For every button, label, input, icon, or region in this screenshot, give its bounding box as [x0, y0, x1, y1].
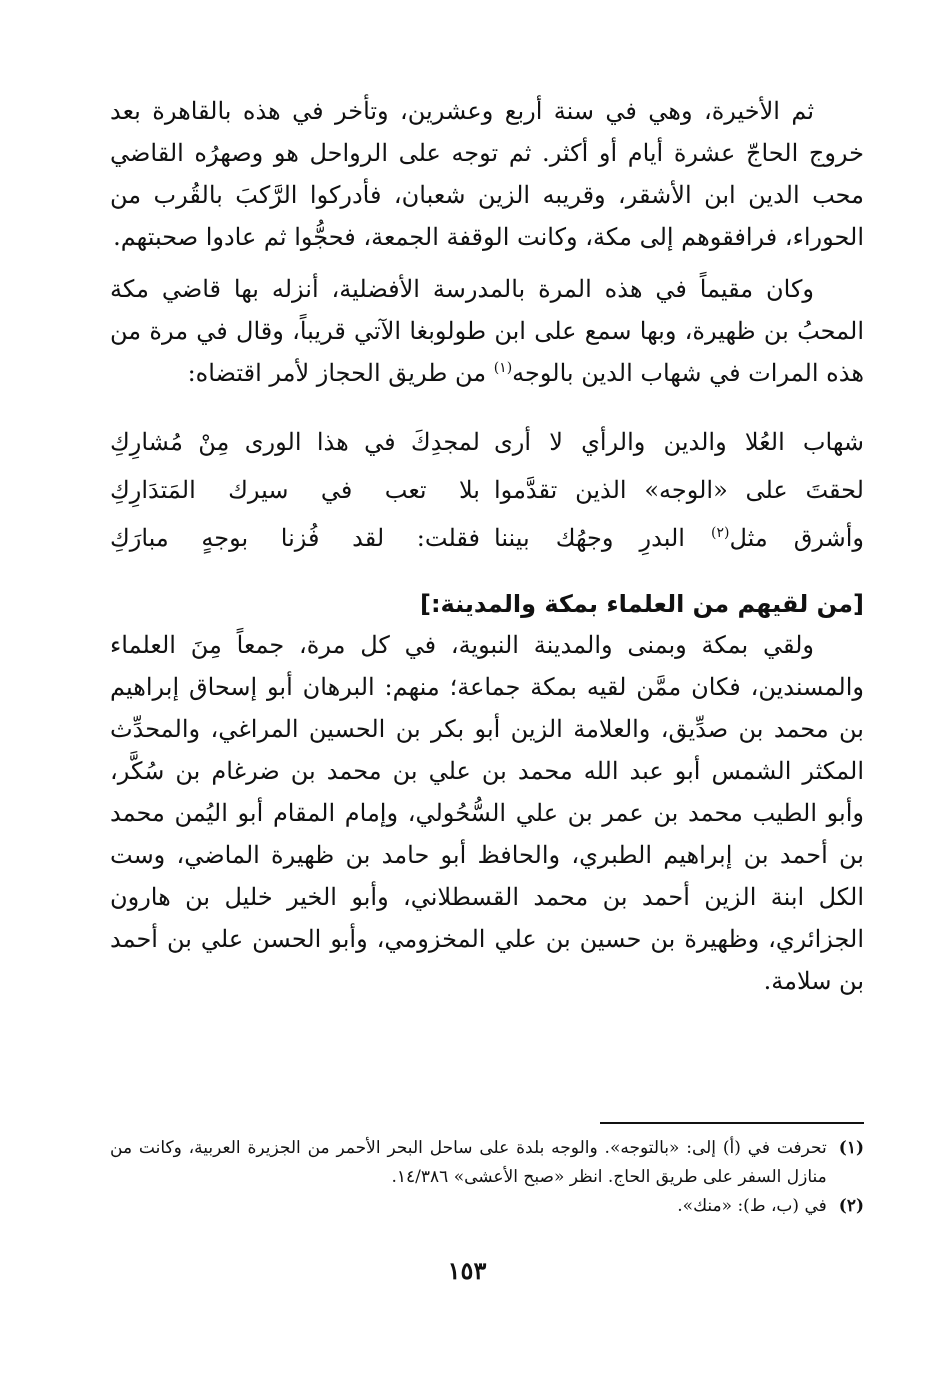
paragraph-1: ثم الأخيرة، وهي في سنة أربع وعشرين، وتأخر في هذه بالقاهرة بعد خروج الحاجّ عشرة أيام أو أكثر. ثم توجه على الرواحل هو وصهرُه القاضي محب الدين ابن الأشقر، وقريبه الزين شعبان، فأدركوا الرَّكبَ بالقُرب من الحوراء، فرافقوهم إلى مكة، وكانت الوقفة الجمعة، فحجُّوا ثم عادوا صحبتهم. [110, 97, 864, 251]
poem [110, 418, 864, 562]
paragraph-2-text-end: من طريق الحجاز لأمر اقتضاه: [187, 359, 494, 387]
footnote-1-number: (١) [838, 1138, 864, 1158]
verse-1-first-half: شهاب العُلا والدين والرأي لا أرى [494, 428, 864, 456]
section-heading: [من لقيهم من العلماء بمكة والمدينة:] [419, 590, 864, 618]
poem-verse-2 [110, 466, 864, 514]
verse-3-first-half [494, 514, 864, 562]
footnote-1 [110, 1134, 864, 1192]
footnote-separator [600, 1122, 864, 1124]
page-body [110, 90, 864, 1002]
paragraph-3: ولقي بمكة وبمنى والمدينة النبوية، في كل مرة، جمعاً مِنَ العلماء والمسندين، فكان ممَّن لقيه بمكة جماعة؛ منهم: البرهان أبو إسحاق إبراهيم بن محمد بن صدِّيق، والعلامة الزين أبو بكر بن الحسين المراغي، والمحدِّث المكثر الشمس أبو عبد الله محمد بن علي بن محمد بن ضرغام بن سُكَّر، وأبو الطيب محمد بن عمر بن علي السُّحُولي، وإمام المقام أبو اليُمن محمد بن أحمد بن إبراهيم الطبري، والحافظ أبو حامد بن ظهيرة الماضي، وست الكل ابنة الزين أحمد بن محمد القسطلاني، وأبو الخير خليل بن هارون الجزائري، وظهيرة بن حسين بن علي المخزومي، وأبو الحسن علي بن أحمد بن سلامة. [110, 631, 864, 995]
footnote-1-text: تحرفت في (أ) إلى: «بالتوجه». والوجه بلدة على ساحل البحر الأحمر من الجزيرة العربية، وكانت من منازل السفر على طريق الحاج. انظر «صبح الأعشى» ١٤/٣٨٦. [110, 1138, 827, 1187]
footnote-2 [110, 1192, 864, 1221]
footnote-ref-1: (١) [493, 360, 513, 376]
verse-3-first-half-b: البدرِ وجهُك بيننا [494, 524, 711, 552]
poem-verse-1 [110, 418, 864, 466]
verse-2-first-half: لحقتَ على «الوجه» الذين تقدَّموا [494, 476, 864, 504]
verse-2-second-half: بلا تعب في سيرك المَتدَارِكِ [110, 476, 480, 504]
paragraph-2-text: وكان مقيماً في هذه المرة بالمدرسة الأفضلية، أنزله بها قاضي مكة المحبُ بن ظهيرة، وبها سمع على ابن طولوبغا الآتي قريباً، وقال في مرة من هذه المرات في شهاب الدين بالوجه [110, 275, 864, 387]
paragraph-2 [110, 268, 864, 394]
footnote-2-number: (٢) [838, 1196, 864, 1216]
footnote-2-text: في (ب، ط): «منك». [677, 1196, 827, 1216]
footnotes [110, 1134, 864, 1221]
poem-verse-3 [110, 514, 864, 562]
verse-3-first-half-a: وأشرق مثل [729, 524, 864, 552]
footnote-ref-2: (٢) [710, 525, 730, 541]
verse-3-second-half: فقلت: لقد فُزنا بوجهٍ مبارَكِ [110, 524, 480, 552]
page-number: ١٥٣ [447, 1256, 487, 1285]
verse-1-second-half: لمجدِكَ في هذا الورى مِنْ مُشارِكِ [110, 428, 480, 456]
